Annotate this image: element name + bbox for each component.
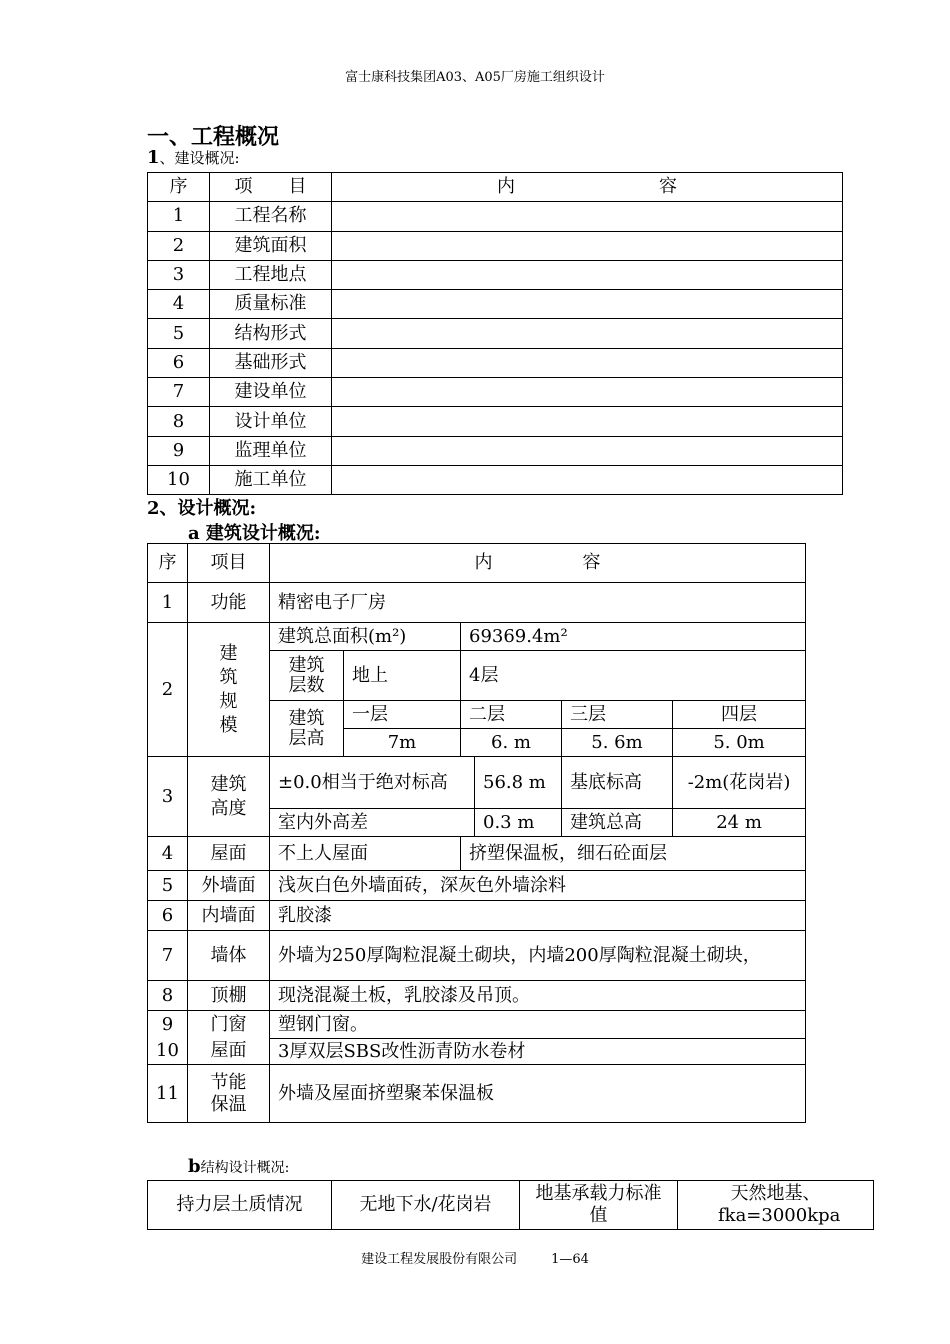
row-value: 外墙为250厚陶粒混凝土砌块，内墙200厚陶粒混凝土砌块， [270,931,806,981]
row-item: 基础形式 [210,348,332,377]
section-1-subtitle [147,147,240,168]
roof-value: 挤塑保温板，细石砼面层 [461,837,806,871]
construction-overview-table [147,172,843,495]
floor-height-label: 建筑层高 [270,701,344,757]
row-item: 墙体 [188,931,270,981]
row-content [332,378,843,407]
table-row [148,623,806,651]
row-item: 建筑高度 [188,757,270,837]
row-no: 9 [148,1011,188,1039]
soil-condition-value: 无地下水/花岗岩 [332,1181,520,1230]
row-content [332,407,843,436]
row-item: 外墙面 [188,871,270,901]
row-item: 建筑规模 [188,623,270,757]
row-no: 10 [148,1039,188,1065]
footer-page-number: 1—64 [551,1252,589,1267]
row-no: 4 [148,837,188,871]
table-row [148,348,843,377]
row-content [332,436,843,465]
structure-design-table [147,1180,874,1230]
row-item: 质量标准 [210,290,332,319]
page-header: 富士康科技集团A03、A05厂房施工组织设计 [345,70,605,85]
table-row [148,202,843,231]
area-value: 69369.4m² [461,623,806,651]
row-item: 建设单位 [210,378,332,407]
row-no: 9 [148,436,210,465]
level-4-height: 5. 0m [673,729,806,757]
level-2-label: 二层 [461,701,562,729]
row-no: 11 [148,1065,188,1123]
bearing-capacity-label: 地基承载力标准值 [520,1181,678,1230]
level-4-label: 四层 [673,701,806,729]
section-2b-title [188,1156,289,1177]
base-elevation-value: -2m(花岗岩) [673,757,806,809]
row-no: 3 [148,757,188,837]
subtitle-number: 1 [147,147,160,168]
row-no: 2 [148,231,210,260]
table-row [148,1181,874,1230]
table-row [148,981,806,1011]
row-content [332,260,843,289]
row-item: 工程地点 [210,260,332,289]
row-no: 1 [148,202,210,231]
row-no: 4 [148,290,210,319]
level-3-height: 5. 6m [562,729,673,757]
table-row [148,871,806,901]
row-no: 8 [148,407,210,436]
level-1-height: 7m [344,729,461,757]
row-content [332,465,843,494]
row-no: 2 [148,623,188,757]
table-row [148,290,843,319]
row-content [332,319,843,348]
table-row [148,378,843,407]
row-no: 1 [148,583,188,623]
section-2a-title: a 建筑设计概况: [188,523,321,544]
table-row [148,901,806,931]
row-value: 3厚双层SBS改性沥青防水卷材 [270,1039,806,1065]
row-item: 屋面 [188,837,270,871]
row-value: 乳胶漆 [270,901,806,931]
table-row [148,407,843,436]
row-content [332,202,843,231]
table-row [148,931,806,981]
zero-level-label: ±0.0相当于绝对标高 [270,757,475,809]
row-item: 内墙面 [188,901,270,931]
row-item: 顶棚 [188,981,270,1011]
row-no: 6 [148,901,188,931]
header-no: 序 [148,173,210,202]
section-2b-letter: b [188,1156,201,1177]
section-1-title: 一、工程概况 [147,124,280,150]
table-row [148,260,843,289]
row-no: 7 [148,931,188,981]
row-item: 屋面 [188,1039,270,1065]
row-item: 节能保温 [188,1065,270,1123]
height-diff-label: 室内外高差 [270,809,475,837]
row-content [332,348,843,377]
architecture-design-table [147,543,806,1123]
row-item: 设计单位 [210,407,332,436]
row-content [332,231,843,260]
above-ground-label: 地上 [344,651,461,701]
row-value: 塑钢门窗。 [270,1011,806,1039]
table-row [148,837,806,871]
row-item: 功能 [188,583,270,623]
header-content: 内 容 [332,173,843,202]
table-header-row [148,544,806,583]
roof-type: 不上人屋面 [270,837,461,871]
row-no: 5 [148,871,188,901]
row-item: 工程名称 [210,202,332,231]
table-row [148,465,843,494]
table-row [148,1011,806,1039]
header-item: 项 目 [210,173,332,202]
row-no: 8 [148,981,188,1011]
level-3-label: 三层 [562,701,673,729]
above-ground-value: 4层 [461,651,806,701]
row-no: 5 [148,319,210,348]
row-value: 浅灰白色外墙面砖，深灰色外墙涂料 [270,871,806,901]
zero-level-value: 56.8 m [475,757,562,809]
row-content [332,290,843,319]
soil-condition-label: 持力层土质情况 [148,1181,332,1230]
row-value: 现浇混凝土板，乳胶漆及吊顶。 [270,981,806,1011]
row-value: 精密电子厂房 [270,583,806,623]
row-no: 7 [148,378,210,407]
row-no: 6 [148,348,210,377]
row-item: 施工单位 [210,465,332,494]
level-2-height: 6. m [461,729,562,757]
row-item: 结构形式 [210,319,332,348]
floors-label: 建筑层数 [270,651,344,701]
header-no: 序 [148,544,188,583]
row-no: 10 [148,465,210,494]
total-height-value: 24 m [673,809,806,837]
base-elevation-label: 基底标高 [562,757,673,809]
row-item: 监理单位 [210,436,332,465]
header-content: 内 容 [270,544,806,583]
table-row [148,583,806,623]
footer-company: 建设工程发展股份有限公司 [361,1252,518,1267]
table-row [148,436,843,465]
table-row [148,231,843,260]
section-2-title: 2、设计概况: [147,498,257,519]
table-row [148,319,843,348]
header-item: 项目 [188,544,270,583]
area-label: 建筑总面积(m²) [270,623,461,651]
row-item: 建筑面积 [210,231,332,260]
row-value: 外墙及屋面挤塑聚苯保温板 [270,1065,806,1123]
page-footer [0,1248,950,1267]
level-1-label: 一层 [344,701,461,729]
row-no: 3 [148,260,210,289]
table-row [148,757,806,809]
table-header-row [148,173,843,202]
table-row [148,1039,806,1065]
height-diff-value: 0.3 m [475,809,562,837]
table-row [148,1065,806,1123]
bearing-capacity-value: 天然地基、fka=3000kpa [678,1181,874,1230]
row-item: 门窗 [188,1011,270,1039]
section-2b-text: 结构设计概况: [200,1160,290,1176]
subtitle-text: 、建设概况: [159,149,240,167]
total-height-label: 建筑总高 [562,809,673,837]
